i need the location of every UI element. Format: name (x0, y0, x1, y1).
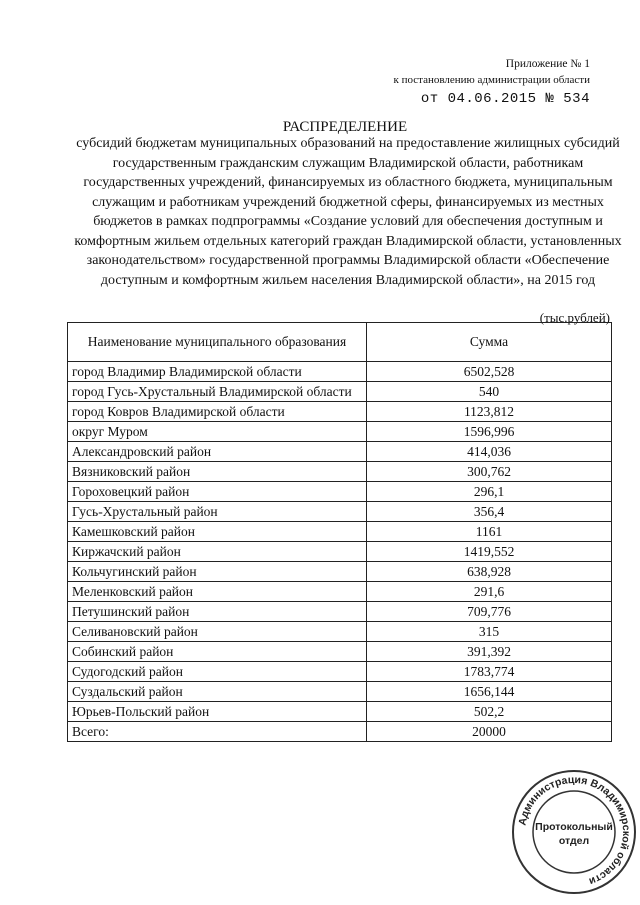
table-row (68, 542, 612, 562)
subsidy-amount: 1161 (367, 522, 612, 542)
appendix-title: Приложение № 1 (505, 58, 590, 70)
document-heading: РАСПРЕДЕЛЕНИЕ (282, 119, 408, 135)
document-subtitle: субсидий бюджетам муниципальных образований на предоставление жилищных субсидий государственным гражданским служащим Владимирской области, работникам государственных учреждений, финансируемых из областного бюджета, муниципальным служащим и работникам учреждений бюджетной сферы, финансируемых из местных бюджетов в рамках подпрограммы «Создание условий для обеспечения доступным и комфортным жильем отдельных категорий граждан Владимирской области, установленных законодательством» государственной программы Владимирской области «Обеспечение доступным и комфортным жильем населения Владимирской области», на 2015 год (74, 136, 622, 288)
subsidy-amount: 20000 (367, 722, 612, 742)
subsidy-amount: 291,6 (367, 582, 612, 602)
table-row (68, 362, 612, 382)
table-row (68, 722, 612, 742)
stamp-center-line1: Протокольный (535, 821, 613, 833)
municipality-name: город Ковров Владимирской области (68, 402, 367, 422)
subsidy-amount: 502,2 (367, 702, 612, 722)
municipality-name: Юрьев-Польский район (68, 702, 367, 722)
subsidy-amount: 6502,528 (367, 362, 612, 382)
subsidy-amount: 315 (367, 622, 612, 642)
subsidy-amount: 414,036 (367, 442, 612, 462)
municipality-name: Гусь-Хрустальный район (68, 502, 367, 522)
table-row (68, 462, 612, 482)
municipality-name: город Гусь-Хрустальный Владимирской области (68, 382, 367, 402)
table-row (68, 402, 612, 422)
table-row (68, 642, 612, 662)
municipality-name: Селивановский район (68, 622, 367, 642)
table-row (68, 702, 612, 722)
subsidy-table (67, 322, 612, 742)
subsidy-amount: 1656,144 (367, 682, 612, 702)
municipality-name: Судогодский район (68, 662, 367, 682)
municipality-name: Гороховецкий район (68, 482, 367, 502)
municipality-name: Александровский район (68, 442, 367, 462)
table-row (68, 522, 612, 542)
municipality-name: Всего: (68, 722, 367, 742)
municipality-name: Суздальский район (68, 682, 367, 702)
municipality-name: Вязниковский район (68, 462, 367, 482)
table-row (68, 482, 612, 502)
municipality-name: округ Муром (68, 422, 367, 442)
municipality-name: город Владимир Владимирской области (68, 362, 367, 382)
table-row (68, 562, 612, 582)
appendix-block (340, 56, 590, 107)
table-row (68, 622, 612, 642)
table-row (68, 442, 612, 462)
municipality-name: Камешковский район (68, 522, 367, 542)
table-row (68, 422, 612, 442)
column-header-sum: Сумма (367, 323, 612, 362)
municipality-name: Киржачский район (68, 542, 367, 562)
subsidy-amount: 1596,996 (367, 422, 612, 442)
units-note: (тыс.рублей) (539, 310, 610, 325)
municipality-name: Кольчугинский район (68, 562, 367, 582)
stamp-ring-text: Администрация Владимирской области (516, 773, 633, 888)
subsidy-amount: 1783,774 (367, 662, 612, 682)
municipality-name: Петушинский район (68, 602, 367, 622)
table-header-row (68, 323, 612, 362)
subsidy-amount: 300,762 (367, 462, 612, 482)
column-header-municipality: Наименование муниципального образования (68, 323, 367, 362)
stamp-center-line2: отдел (558, 835, 590, 847)
table-row (68, 382, 612, 402)
subsidy-amount: 391,392 (367, 642, 612, 662)
municipality-name: Собинский район (68, 642, 367, 662)
table-row (68, 582, 612, 602)
subsidy-amount: 540 (367, 382, 612, 402)
subsidy-amount: 1123,812 (367, 402, 612, 422)
resolution-date: от 04.06.2015 № 534 (420, 91, 590, 107)
subsidy-amount: 1419,552 (367, 542, 612, 562)
table-row (68, 662, 612, 682)
table-row (68, 602, 612, 622)
subsidy-amount: 709,776 (367, 602, 612, 622)
municipality-name: Меленковский район (68, 582, 367, 602)
subsidy-amount: 356,4 (367, 502, 612, 522)
table-row (68, 682, 612, 702)
official-stamp (510, 768, 638, 896)
appendix-reference: к постановлению администрации области (393, 74, 590, 86)
table-body (68, 362, 612, 742)
table-row (68, 502, 612, 522)
subsidy-amount: 638,928 (367, 562, 612, 582)
subsidy-amount: 296,1 (367, 482, 612, 502)
